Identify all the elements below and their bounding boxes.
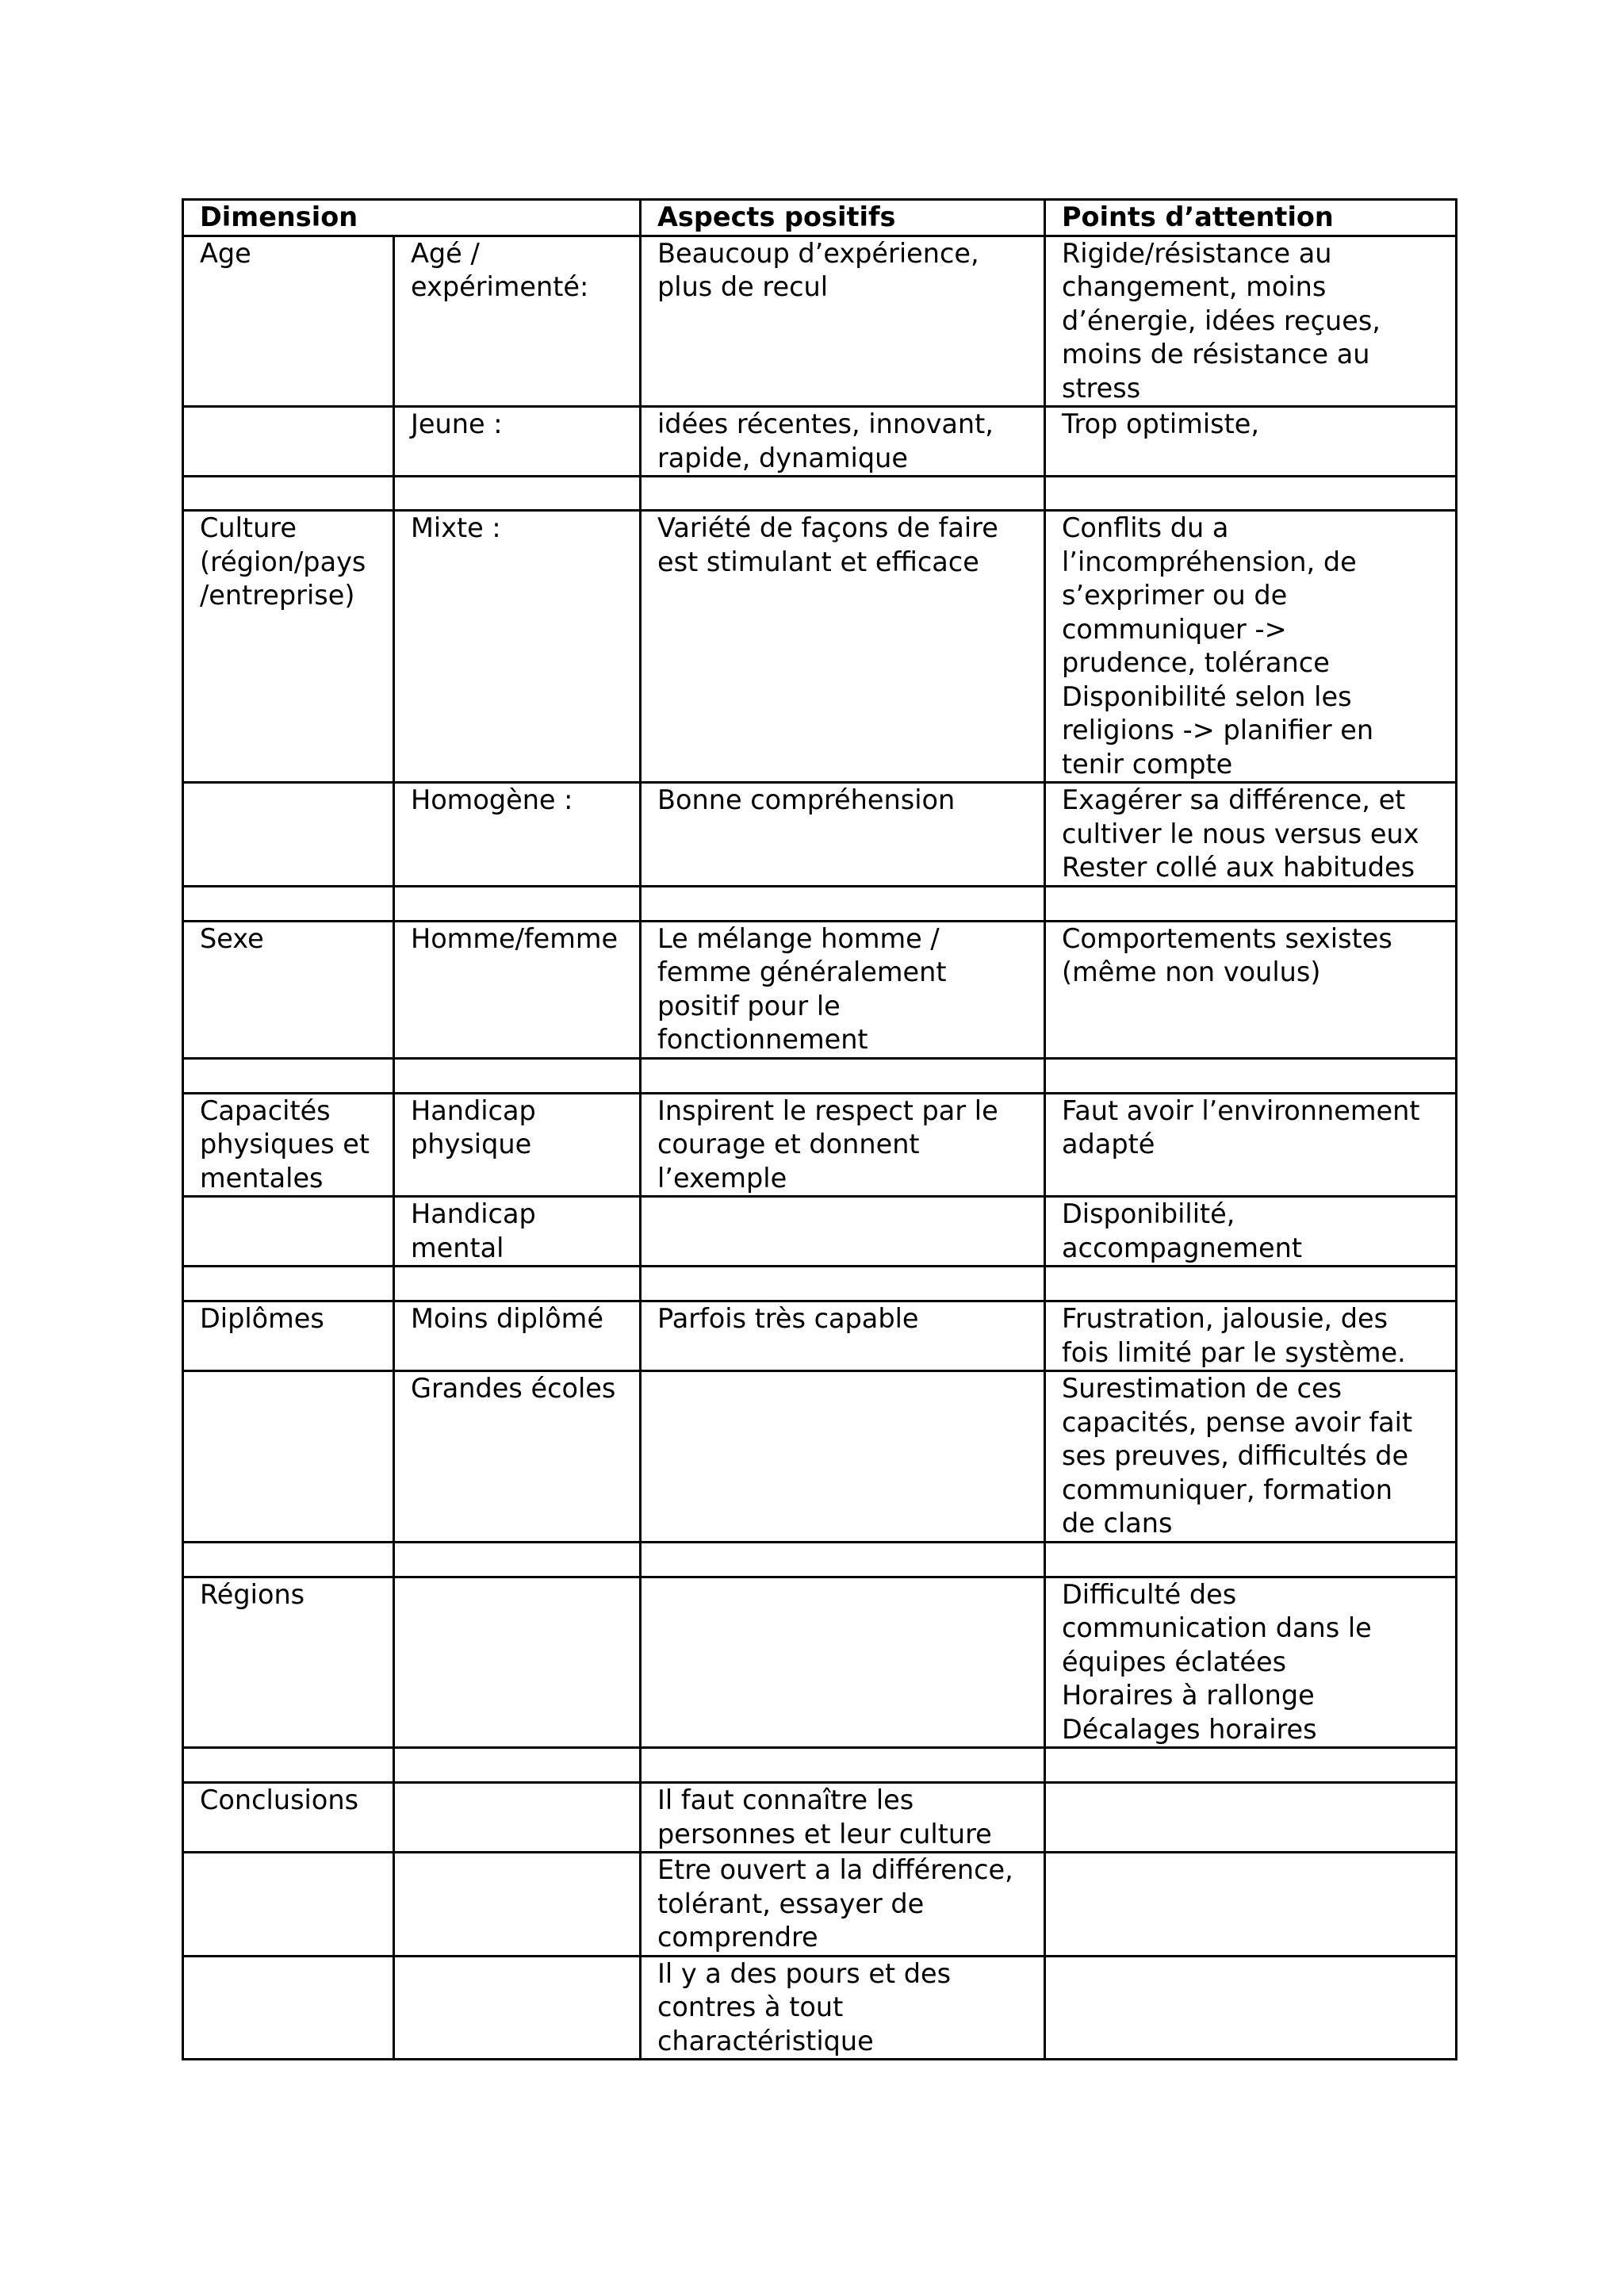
table-cell-subcategory — [394, 1783, 641, 1853]
table-row — [183, 236, 1457, 407]
table-cell-subcategory — [394, 1058, 641, 1093]
table-cell-subcategory: Handicap mental — [394, 1197, 641, 1267]
table-cell-attention: Frustration, jalousie, des fois limité par le système. — [1045, 1301, 1457, 1371]
table-cell-subcategory — [394, 477, 641, 511]
table-row — [183, 1783, 1457, 1853]
header-aspects-positifs: Aspects positifs — [641, 200, 1045, 236]
table-cell-dimension — [183, 1197, 394, 1267]
table-cell-attention — [1045, 1542, 1457, 1577]
table-row — [183, 1577, 1457, 1748]
table-cell-attention: Rigide/résistance au changement, moins d’énergie, idées reçues, moins de résistance au stress — [1045, 236, 1457, 407]
table-cell-attention — [1045, 1267, 1457, 1301]
table-row-spacer — [183, 1542, 1457, 1577]
table-cell-subcategory: Moins diplômé — [394, 1301, 641, 1371]
table-header-row — [183, 200, 1457, 236]
table-cell-dimension — [183, 1542, 394, 1577]
table-cell-positifs — [641, 1748, 1045, 1783]
table-row — [183, 1853, 1457, 1957]
table-row-spacer — [183, 477, 1457, 511]
table-cell-dimension — [183, 783, 394, 887]
table-cell-positifs: Bonne compréhension — [641, 783, 1045, 887]
table-cell-positifs: Inspirent le respect par le courage et donnent l’exemple — [641, 1093, 1045, 1197]
table-cell-subcategory — [394, 1956, 641, 2060]
table-cell-dimension — [183, 1956, 394, 2060]
table-cell-attention — [1045, 1058, 1457, 1093]
table-cell-positifs — [641, 1197, 1045, 1267]
table-row-spacer — [183, 886, 1457, 921]
table-cell-attention — [1045, 1956, 1457, 2060]
table-row — [183, 1093, 1457, 1197]
table-cell-positifs — [641, 1371, 1045, 1543]
table-cell-subcategory: Handicap physique — [394, 1093, 641, 1197]
table-cell-subcategory: Agé / expérimenté: — [394, 236, 641, 407]
table-cell-attention: Trop optimiste, — [1045, 407, 1457, 477]
table-row — [183, 407, 1457, 477]
table-cell-attention — [1045, 1853, 1457, 1957]
table-cell-subcategory — [394, 1577, 641, 1748]
table-cell-subcategory: Grandes écoles — [394, 1371, 641, 1543]
table-row — [183, 511, 1457, 783]
table-cell-positifs: Beaucoup d’expérience, plus de recul — [641, 236, 1045, 407]
table-cell-positifs — [641, 886, 1045, 921]
table-cell-attention: Difficulté des communication dans le équipes éclatées Horaires à rallonge Décalages horaires — [1045, 1577, 1457, 1748]
table-cell-dimension — [183, 1267, 394, 1301]
table-cell-dimension: Sexe — [183, 921, 394, 1058]
table-cell-attention: Faut avoir l’environnement adapté — [1045, 1093, 1457, 1197]
table-cell-dimension — [183, 1853, 394, 1957]
header-points-attention: Points d’attention — [1045, 200, 1457, 236]
table-cell-dimension — [183, 1371, 394, 1543]
table-cell-positifs — [641, 1267, 1045, 1301]
table-cell-dimension — [183, 477, 394, 511]
table-cell-subcategory — [394, 1267, 641, 1301]
table-cell-positifs: Etre ouvert a la différence, tolérant, essayer de comprendre — [641, 1853, 1045, 1957]
table-cell-positifs — [641, 1058, 1045, 1093]
table-row — [183, 1301, 1457, 1371]
table-cell-attention: Exagérer sa différence, et cultiver le nous versus eux Rester collé aux habitudes — [1045, 783, 1457, 887]
table-row-spacer — [183, 1748, 1457, 1783]
header-dimension: Dimension — [183, 200, 641, 236]
table-cell-subcategory: Jeune : — [394, 407, 641, 477]
table-cell-attention — [1045, 1783, 1457, 1853]
table-row — [183, 783, 1457, 887]
table-cell-positifs: Il faut connaître les personnes et leur culture — [641, 1783, 1045, 1853]
table-cell-dimension: Régions — [183, 1577, 394, 1748]
table-cell-dimension: Capacités physiques et mentales — [183, 1093, 394, 1197]
table-cell-positifs: Variété de façons de faire est stimulant et efficace — [641, 511, 1045, 783]
table-row — [183, 1956, 1457, 2060]
table-cell-attention: Surestimation de ces capacités, pense avoir fait ses preuves, difficultés de communiquer, formation de clans — [1045, 1371, 1457, 1543]
table-cell-subcategory: Homme/femme — [394, 921, 641, 1058]
table-cell-subcategory — [394, 1748, 641, 1783]
table-row — [183, 1371, 1457, 1543]
table-cell-positifs: idées récentes, innovant, rapide, dynamique — [641, 407, 1045, 477]
table-cell-attention: Conflits du a l’incompréhension, de s’exprimer ou de communiquer -> prudence, tolérance Disponibilité selon les religions -> planifier en tenir compte — [1045, 511, 1457, 783]
table-cell-positifs — [641, 1577, 1045, 1748]
table-cell-positifs — [641, 1542, 1045, 1577]
table-cell-dimension: Age — [183, 236, 394, 407]
table-cell-subcategory — [394, 1542, 641, 1577]
table-cell-attention — [1045, 477, 1457, 511]
table-cell-attention — [1045, 1748, 1457, 1783]
table-cell-attention: Comportements sexistes (même non voulus) — [1045, 921, 1457, 1058]
table-cell-positifs: Parfois très capable — [641, 1301, 1045, 1371]
table-row — [183, 921, 1457, 1058]
table-cell-attention — [1045, 886, 1457, 921]
table-cell-dimension: Conclusions — [183, 1783, 394, 1853]
table-row-spacer — [183, 1058, 1457, 1093]
table-cell-dimension: Diplômes — [183, 1301, 394, 1371]
table-cell-subcategory — [394, 886, 641, 921]
table-cell-subcategory: Mixte : — [394, 511, 641, 783]
table-cell-dimension — [183, 886, 394, 921]
table-cell-subcategory: Homogène : — [394, 783, 641, 887]
table-cell-dimension — [183, 1058, 394, 1093]
table-cell-dimension — [183, 407, 394, 477]
table-cell-positifs: Le mélange homme / femme généralement positif pour le fonctionnement — [641, 921, 1045, 1058]
table-row — [183, 1197, 1457, 1267]
table-cell-dimension — [183, 1748, 394, 1783]
table-cell-dimension: Culture (région/pays /entreprise) — [183, 511, 394, 783]
table-cell-subcategory — [394, 1853, 641, 1957]
diversity-table — [182, 198, 1457, 2060]
table-cell-attention: Disponibilité, accompagnement — [1045, 1197, 1457, 1267]
table-cell-positifs — [641, 477, 1045, 511]
table-cell-positifs: Il y a des pours et des contres à tout charactéristique — [641, 1956, 1045, 2060]
table-row-spacer — [183, 1267, 1457, 1301]
